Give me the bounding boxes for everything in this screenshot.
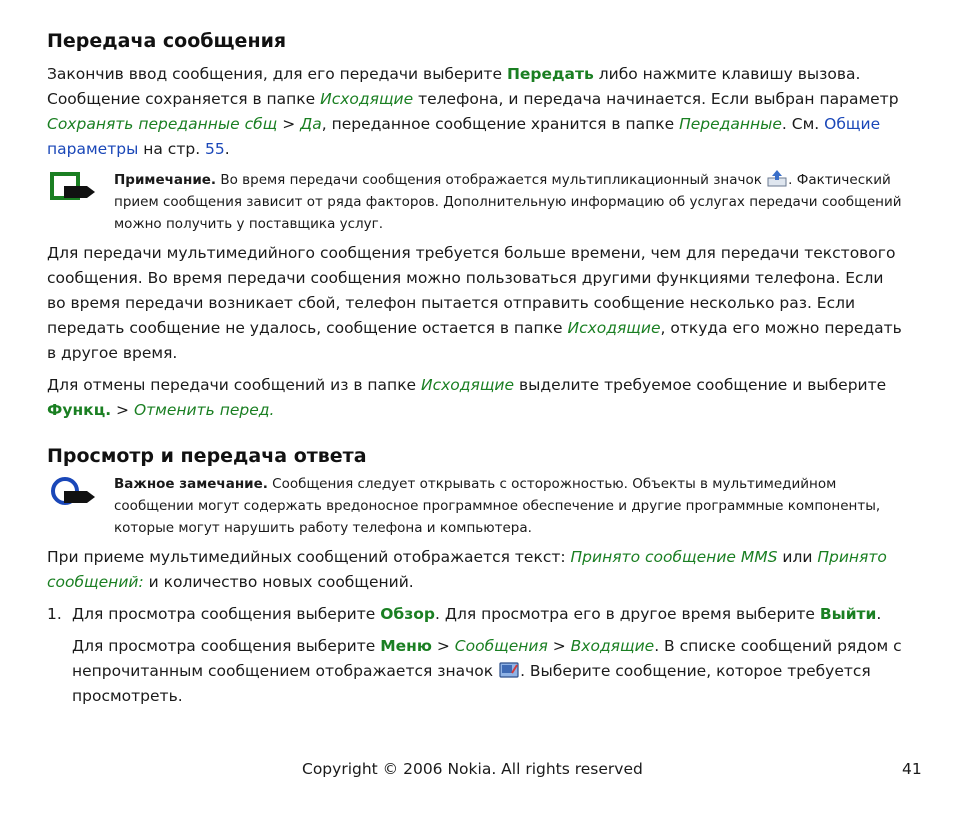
separator: > — [277, 115, 301, 133]
send-command: Передать — [506, 65, 594, 83]
separator: > — [431, 637, 455, 655]
list-item — [47, 602, 907, 627]
text: . Выберите сообщение, которое требуется просмотреть. — [72, 662, 871, 705]
send-paragraph-2 — [47, 241, 907, 366]
yes-option: Да — [300, 115, 322, 133]
text: . В списке сообщений рядом с непрочитанным сообщением отображается значок — [72, 637, 902, 680]
save-sent-option: Сохранять переданные сбщ — [47, 115, 278, 133]
page-content — [47, 30, 907, 709]
text: . — [224, 140, 230, 158]
warning-label: Важное замечание. — [114, 476, 268, 492]
text: . Для просмотра его в другое время выберите — [434, 605, 820, 623]
copyright-text: Copyright © 2006 Nokia. All rights reserved — [302, 760, 643, 778]
show-command: Обзор — [380, 605, 435, 623]
text: . — [876, 605, 882, 623]
text: . См. — [781, 115, 825, 133]
messaging-option: Сообщения — [454, 637, 548, 655]
unread-mms-icon — [498, 660, 520, 680]
text: Закончив ввод сообщения, для его передачи выберите — [47, 65, 507, 83]
text: , переданное сообщение хранится в папке — [321, 115, 680, 133]
warning-block — [47, 473, 907, 539]
note-label: Примечание. — [114, 172, 217, 188]
outbox-folder: Исходящие — [567, 319, 661, 337]
text: Для отмены передачи сообщений из в папке — [47, 376, 422, 394]
step-number: 1. — [47, 605, 62, 623]
separator: > — [111, 401, 134, 419]
received-mms-text: Принято сообщение MMS — [570, 548, 778, 566]
outbox-folder: Исходящие — [320, 90, 414, 108]
text: Для просмотра сообщения выберите — [72, 637, 381, 655]
text: и количество новых сообщений. — [143, 573, 414, 591]
note-text — [114, 168, 907, 235]
cancel-sending-option: Отменить перед. — [133, 401, 275, 419]
sending-icon — [766, 168, 788, 188]
text: либо нажмите клавишу вызова. Сообщение сохраняется в папке — [47, 65, 861, 108]
separator: > — [547, 637, 571, 655]
section-heading-send: Передача сообщения — [47, 30, 287, 52]
section-heading-view: Просмотр и передача ответа — [47, 445, 367, 467]
text: Сообщения следует открывать с осторожностью. Объекты в мультимедийном сообщении могут содержать вредоносное программное обеспечение и другие программные компоненты, которые могут нарушить работу телефона и компьютера. — [114, 476, 881, 536]
note-block — [47, 168, 907, 235]
received-messages-text: Принято сообщений: — [47, 548, 887, 591]
text: телефона, и передача начинается. Если выбран параметр — [413, 90, 899, 108]
text: Для просмотра сообщения выберите — [72, 605, 381, 623]
warning-text — [114, 473, 907, 539]
menu-command: Меню — [380, 637, 432, 655]
send-paragraph-3 — [47, 373, 907, 423]
warning-icon — [49, 475, 99, 511]
steps-list — [47, 602, 907, 627]
text: При приеме мультимедийных сообщений отображается текст: — [47, 548, 571, 566]
outbox-folder: Исходящие — [421, 376, 515, 394]
note-icon — [49, 170, 99, 206]
page-link[interactable]: 55 — [205, 140, 225, 158]
text: на стр. — [138, 140, 206, 158]
text: . Фактический прием сообщения зависит от ряда факторов. Дополнительную информацию об услугах передачи сообщений можно получить у поставщика услуг. — [114, 172, 902, 232]
general-settings-link[interactable]: Общие параметры — [47, 115, 881, 158]
text: или — [777, 548, 818, 566]
step1-continued — [47, 634, 907, 709]
send-paragraph-1 — [47, 62, 907, 162]
page-number: 41 — [902, 760, 922, 778]
text: выделите требуемое сообщение и выберите — [514, 376, 887, 394]
text: Для передачи мультимедийного сообщения требуется больше времени, чем для передачи текстового сообщения. Во время передачи сообщения можно пользоваться другими функциями телефона. Если во время передачи возникает сбой, телефон пытается отправить сообщение несколько раз. Если передать сообщение не удалось, сообщение остается в папке — [47, 244, 896, 337]
inbox-option: Входящие — [570, 637, 655, 655]
exit-command: Выйти — [819, 605, 877, 623]
sent-folder: Переданные — [679, 115, 782, 133]
text: Во время передачи сообщения отображается мультипликационный значок — [216, 172, 767, 188]
view-paragraph-1 — [47, 545, 907, 595]
options-command: Функц. — [47, 401, 112, 419]
text: , откуда его можно передать в другое время. — [47, 319, 902, 362]
